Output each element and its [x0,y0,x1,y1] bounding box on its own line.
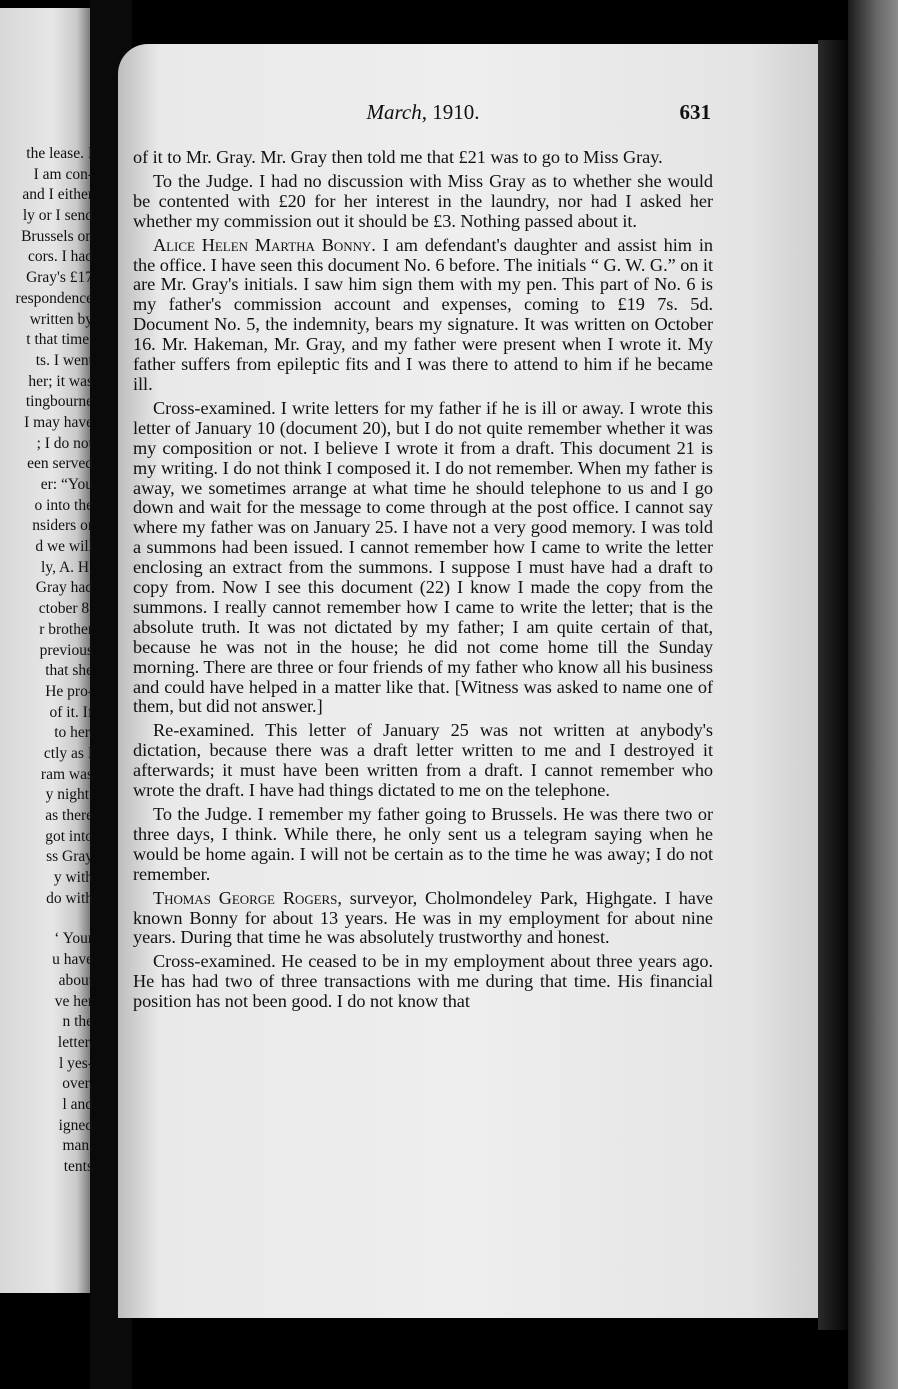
left-page-line: her; it was [28,372,93,390]
left-page-gap [0,909,93,929]
left-page-line: ram was [40,765,93,783]
witness-name: Alice Helen Martha Bonny [153,234,372,255]
running-head-month: March [366,100,422,124]
left-page-line: ; I do not [36,434,93,452]
left-page-line: igned [58,1116,93,1134]
left-page-line: r brother [39,620,93,638]
left-page-line: letter, [57,1033,93,1051]
left-page-text-fragments [0,144,93,1178]
left-page-line: Brussels on [21,227,93,245]
left-page-line: l and [62,1095,93,1113]
left-page-line: previous [39,641,93,659]
left-page-line: Gray's £17 [26,269,93,287]
left-page-line: I may have [24,413,93,431]
paragraph-to-the-judge: To the Judge. I had no discussion with Miss Gray as to whether she would be contented with £20 for her interest in the laundry, nor had I asked her whether my commission out it should be £3. Nothing passed about it. [133,170,713,231]
left-page-line: ly, A. H. [41,558,93,576]
running-head-year: , 1910. [421,100,480,124]
left-page-line: ctly as I [43,744,93,762]
left-page-line: ts. I went [35,351,93,369]
left-page-line: ly or I send [22,207,93,225]
left-page-line: o into the [34,496,93,514]
left-page-line: ve her [54,992,93,1010]
left-page-line: got into [45,827,93,845]
left-page-line: to her. [54,724,93,742]
paragraph-re-examined: Re-examined. This letter of January 25 was not written at anybody's dictation, because there was a draft letter written to me and I destroyed it afterwards; it must have been written from a draft. I cannot remember who wrote the draft. I have had things dictated to me on the telephone. [133,720,713,801]
page-header [135,98,711,128]
left-page-line: u have [52,951,93,969]
left-page-line: Gray had [35,579,93,597]
left-page-line: y with [53,869,93,887]
left-page-line: nsiders or [32,517,93,535]
left-page-line: er: “You [40,476,93,493]
left-page-line: tingbourne [25,393,93,411]
page-number: 631 [679,100,711,124]
left-page-line: as there [45,807,93,824]
left-page-line: man, [62,1137,93,1155]
left-page-line: tents [63,1158,93,1175]
running-head [135,100,711,125]
paragraph-continuation: of it to Mr. Gray. Mr. Gray then told me that £21 was to go to Miss Gray. [133,147,663,167]
left-page-line: n the [62,1013,93,1031]
page-edge-shadow [818,40,848,1330]
left-page-line: He pro- [45,682,93,700]
paragraph-cross-examined: Cross-examined. I write letters for my father if he is ill or away. I wrote this letter of January 10 (document 20), but I do not quite remember whether it was my composition or not. I believe I wrote it from a draft. This document 21 is my writing. I do not think I composed it. I do not remember. When my father is away, we sometimes arrange at what time he should telephone to us and I go down and wait for the message to come through at the post office. I cannot say where my father was on January 25. I have not a very good memory. I was told a summons had been issued. I cannot remember how I came to write the letter enclosing an extract from the summons. I suppose I must have had a draft to copy from. Now I see this document (22) I know I made the copy from the summons. I really cannot remember how I came to write the letter; that is the absolute truth. It was not dictated by my father; I am quite certain of that, because he was not in the house; he did not come home till the Sunday morning. There are three or four friends of my father who know all his business and could have helped in a matter like that. [Witness was asked to name one of them, but did not answer.] [133,397,713,717]
left-page-line: that she [45,662,93,680]
left-page-line: l yes- [58,1054,93,1072]
left-page-line: t that time. [26,331,93,349]
left-page-line: ‘ Your [54,930,93,948]
left-page-line: y night, [45,786,93,804]
paragraph-cross-examined-2: Cross-examined. He ceased to be in my employment about three years ago. He has had two of three transactions with me during that time. His financial position has not been good. I do not know that [133,951,713,1012]
left-page-line: ss Gray [46,848,93,866]
left-page-line: I am con- [33,165,93,183]
paragraph-to-the-judge-2: To the Judge. I remember my father going to Brussels. He was there two or three days, I think. While there, he only sent us a telegram saying when he would be home again. I will not be certain as to the time he was away; I do not remember. [133,804,713,884]
left-page-line: respondence [15,289,93,307]
left-page-line: about [58,971,93,989]
witness-name: Thomas George Rogers [153,887,338,908]
left-page-line: and I either [22,186,93,204]
left-page-line: the lease. I [26,145,93,162]
left-page-line: written by [29,310,93,328]
left-page-line: d we will [35,538,93,556]
left-page-line: een served [27,455,93,473]
background-strip [848,0,898,1389]
testimony-text [133,148,713,1016]
left-page-line: of it. If [49,703,93,721]
left-page-line: over, [62,1075,93,1093]
left-page-line: ctober 8, [38,600,93,618]
paragraph-witness-alice-bonny: Alice Helen Martha Bonny. I am defendant's daughter and assist him in the office. I have seen this document No. 6 before. The initials “ G. W. G.” on it are Mr. Gray's initials. I saw him sign them with my pen. This part of No. 6 is my father's commission account and expenses, coming to £19 7s. 5d. Document No. 5, the indemnity, bears my signature. It was written on October 16. Mr. Hakeman, Mr. Gray, and my father were present when I wrote it. My father suffers from epileptic fits and I was there to attend to him if he became ill. [133,234,713,394]
left-page-line: do with [46,889,93,907]
paragraph-witness-thomas-rogers: Thomas George Rogers, surveyor, Cholmondeley Park, Highgate. I have known Bonny for about 13 years. He was in my employment for about nine years. During that time he was absolutely trustworthy and honest. [133,887,713,948]
left-page-line: cors. I had [28,248,93,266]
